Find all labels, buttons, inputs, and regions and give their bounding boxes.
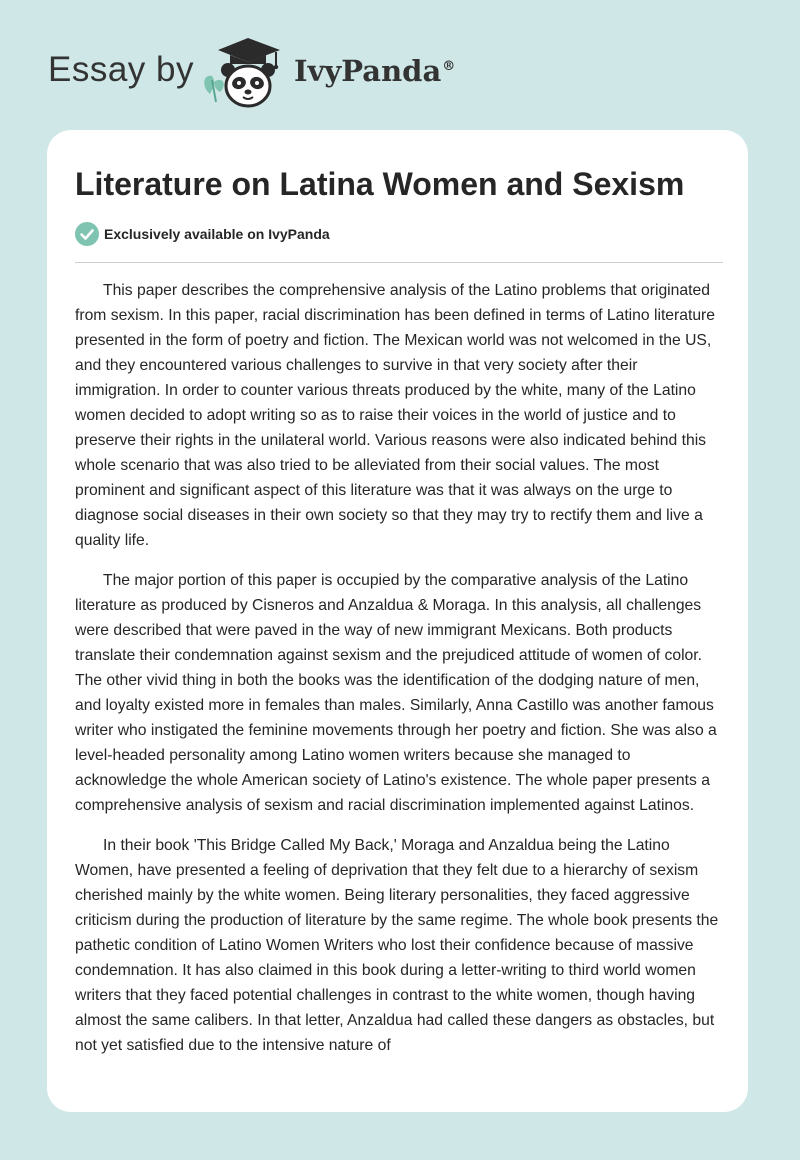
brand-name-text: IvyPanda bbox=[294, 54, 442, 88]
essay-by-label: Essay by bbox=[48, 50, 194, 89]
panda-graduate-logo-icon[interactable] bbox=[200, 36, 290, 110]
registered-mark: ® bbox=[442, 59, 456, 74]
essay-card bbox=[47, 130, 748, 1112]
brand-name[interactable] bbox=[294, 53, 455, 89]
essay-paragraph: This paper describes the comprehensive analysis of the Latino problems that originated from sexism. In this paper, racial discrimination has been defined in terms of Latino literature presented in the form of poetry and fiction. The Mexican world was not welcomed in the US, and they encountered various challenges to survive in that very society after their immigration. In order to counter various threats produced by the white, many of the Latino women decided to adopt writing so as to raise their voices in the world of justice and to preserve their rights in the unilateral world. Various reasons were also indicated behind this whole scenario that was also tried to be alleviated from their social values. The most prominent and significant aspect of this literature was that it was always on the urge to diagnose social diseases in their own society so that they may try to rectify them and live a quality life. bbox=[75, 282, 716, 549]
site-header bbox=[0, 0, 800, 130]
page-title: Literature on Latina Women and Sexism bbox=[75, 166, 685, 202]
check-circle-icon bbox=[75, 222, 99, 246]
exclusive-badge bbox=[75, 222, 330, 246]
title-divider bbox=[75, 262, 723, 263]
exclusive-badge-text: Exclusively available on IvyPanda bbox=[104, 226, 330, 242]
essay-paragraph: The major portion of this paper is occupied by the comparative analysis of the Latino literature as produced by Cisneros and Anzaldua & Moraga. In this analysis, all challenges were described that were paved in the way of new immigrant Mexicans. Both products translate their condemnation against sexism and the prejudiced attitude of women of color. The other vivid thing in both the books was the identification of the dodging nature of men, and loyalty existed more in females than males. Similarly, Anna Castillo was another famous writer who instigated the feminine movements through her poetry and fiction. She was also a level-headed personality among Latino women writers because she managed to acknowledge the whole American society of Latino's existence. The whole paper presents a comprehensive analysis of sexism and racial discrimination implemented against Latinos. bbox=[75, 572, 717, 814]
essay-body bbox=[75, 278, 723, 1073]
essay-paragraph: In their book 'This Bridge Called My Back,' Moraga and Anzaldua being the Latino Women, have presented a feeling of deprivation that they felt due to a hierarchy of sexism cherished mainly by the white women. Being literary personalities, they faced aggressive criticism during the production of literature by the same regime. The whole book presents the pathetic condition of Latino Women Writers who lost their confidence because of massive condemnation. It has also claimed in this book during a letter-writing to third world women writers that they faced potential challenges in contrast to the white women, though having almost the same calibers. In that letter, Anzaldua had called these dangers as obstacles, but not yet satisfied due to the intensive nature of bbox=[75, 837, 719, 1054]
